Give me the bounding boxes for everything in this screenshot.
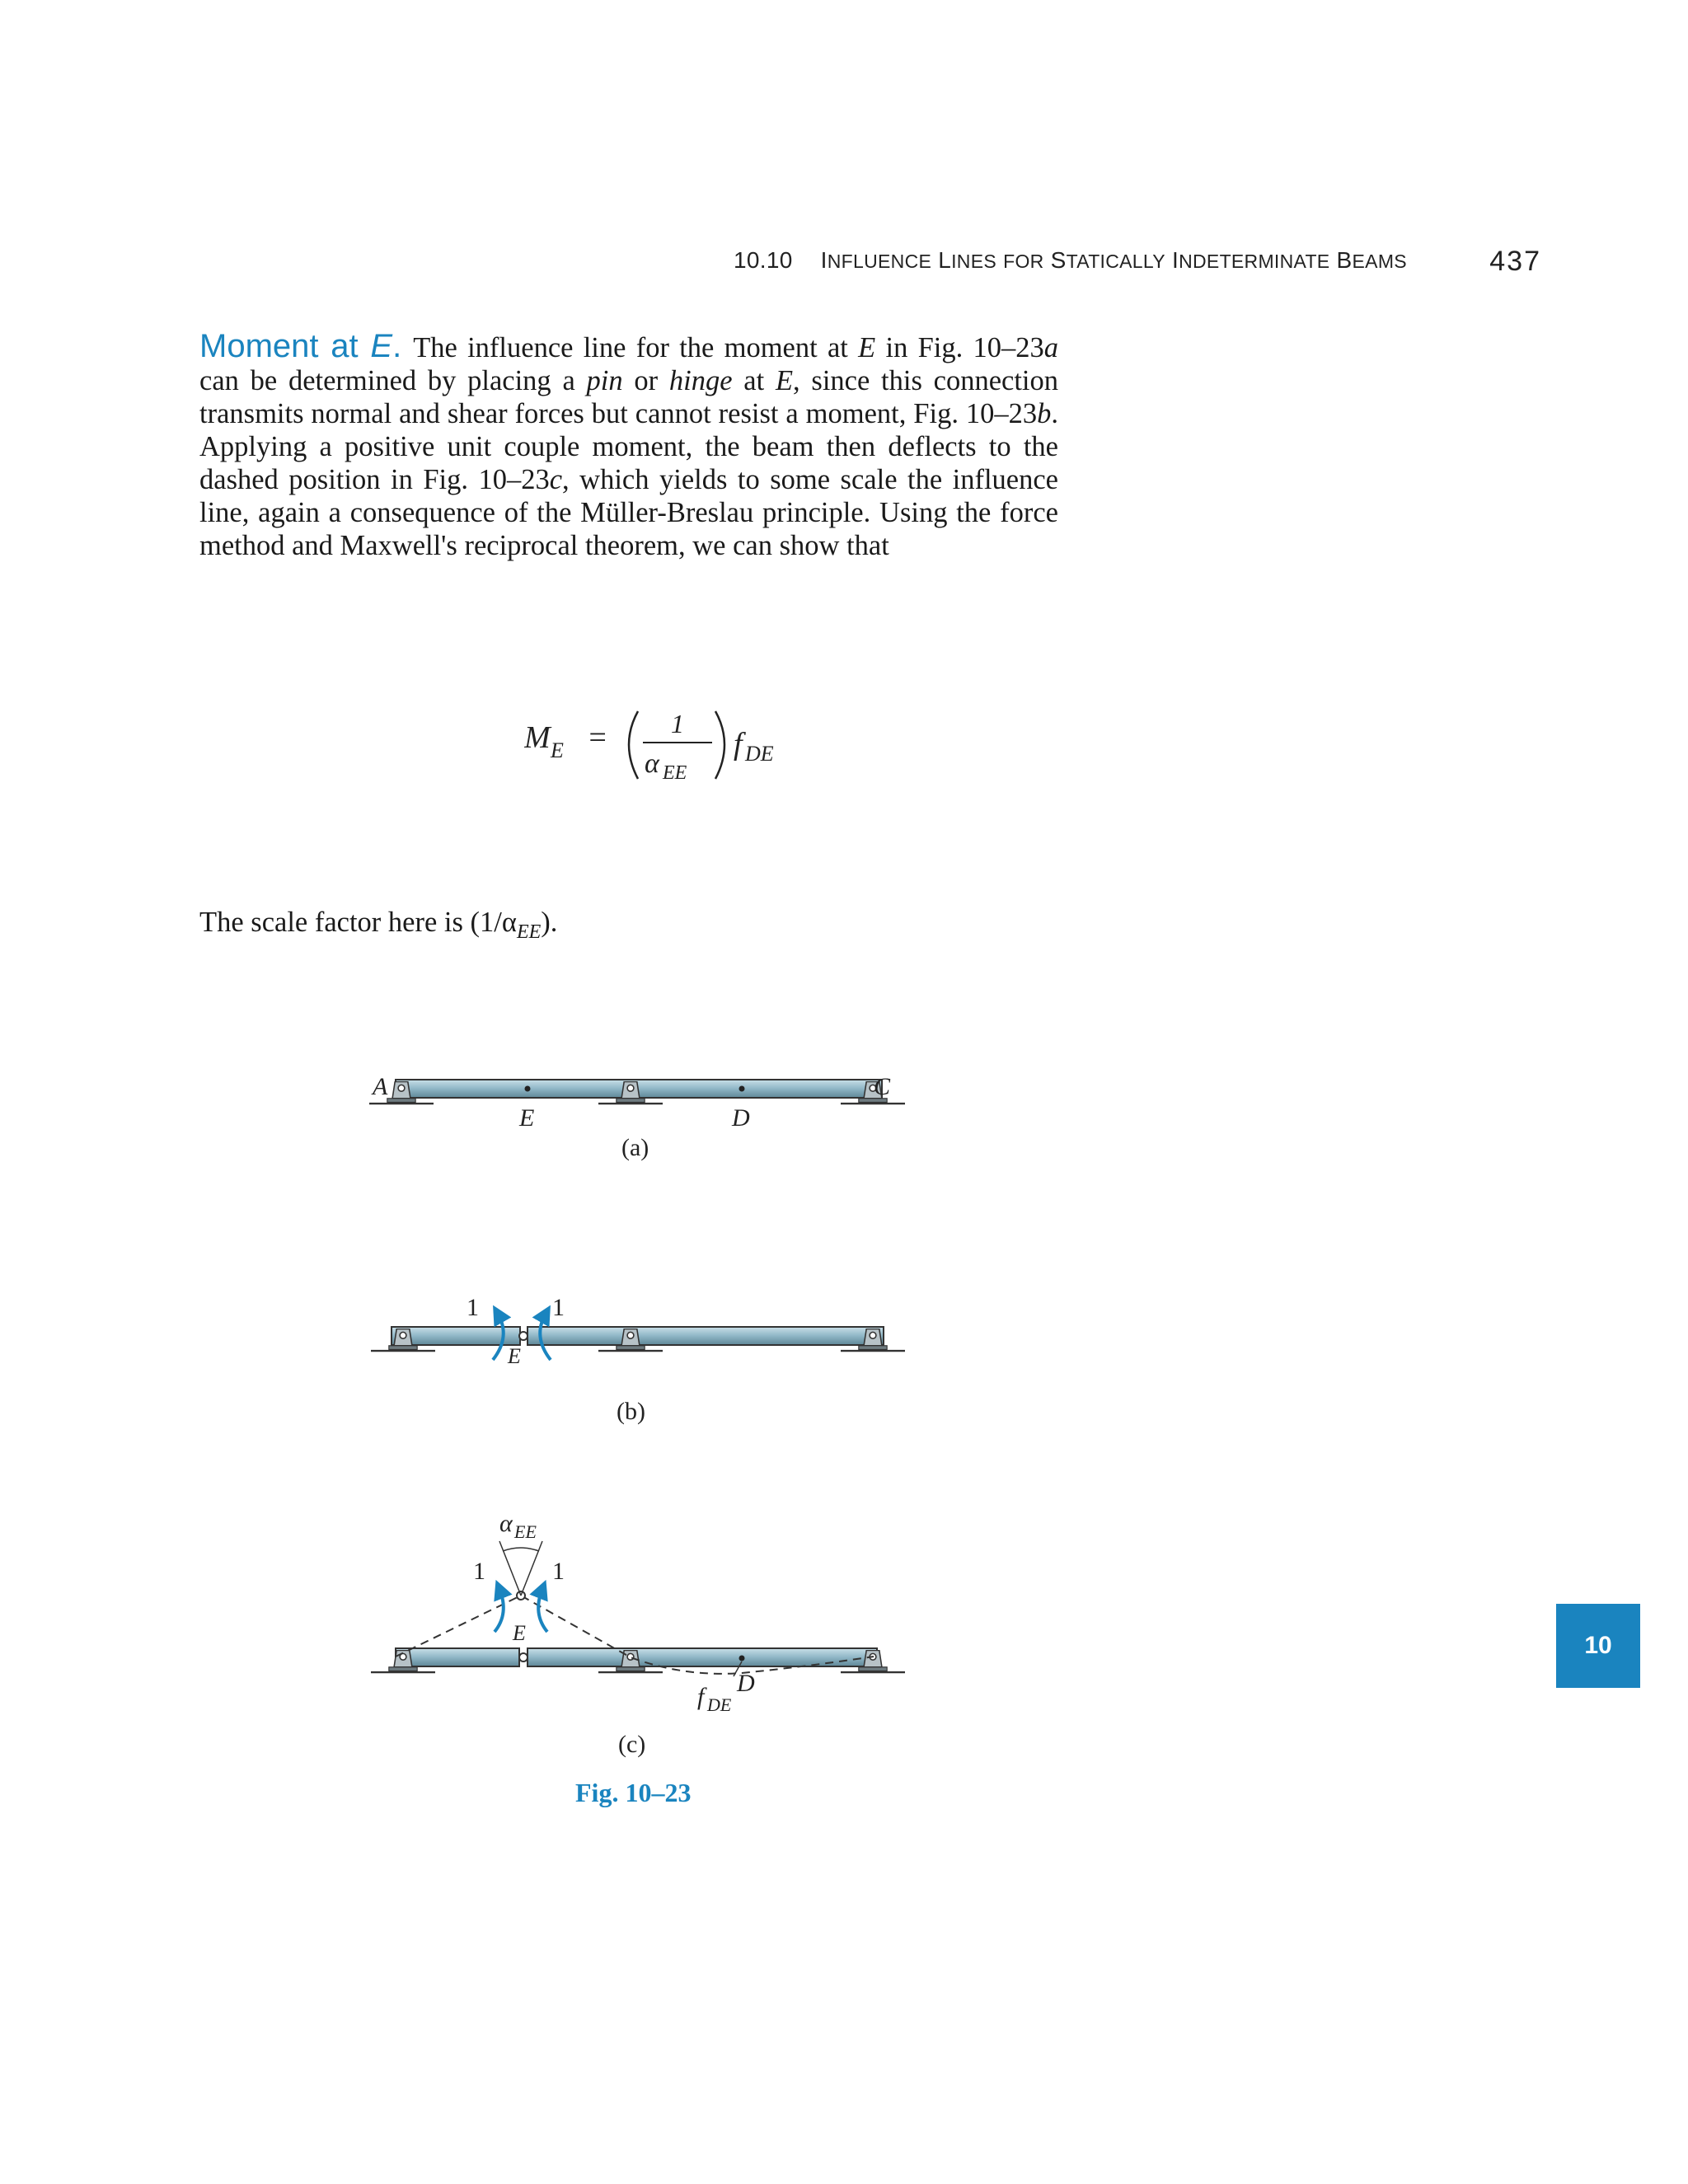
scale-factor-text: The scale factor here is (1/α xyxy=(199,907,517,938)
eq-rhs: f xyxy=(734,727,743,762)
beam-b-right xyxy=(528,1327,884,1345)
label-f: f xyxy=(697,1683,705,1710)
hinge-e xyxy=(519,1332,528,1340)
eq-denominator: α xyxy=(645,748,659,779)
eq-denominator-sub: EE xyxy=(663,762,687,784)
couple-arrow-left-c xyxy=(495,1589,504,1632)
label-d-c: D xyxy=(737,1670,755,1697)
eq-paren-left xyxy=(629,711,638,779)
section-title: INFLUENCE LINES FOR STATICALLY INDETERMINATE BEAMS xyxy=(820,247,1407,273)
label-unit-left-c: 1 xyxy=(473,1558,485,1585)
point-e-marker xyxy=(525,1086,531,1092)
section-heading: Moment at E. xyxy=(199,328,402,364)
hinge-e-c xyxy=(519,1653,528,1661)
caption-a: (a) xyxy=(621,1134,649,1161)
point-d-marker xyxy=(739,1086,745,1092)
label-alpha: α xyxy=(499,1510,513,1537)
section-number: 10.10 xyxy=(734,247,793,273)
figure-c xyxy=(371,1510,905,1807)
label-alpha-sub: EE xyxy=(514,1521,537,1542)
eq-paren-right xyxy=(715,711,724,779)
label-f-sub: DE xyxy=(707,1694,732,1715)
angle-arc xyxy=(503,1548,539,1551)
eq-lhs: M xyxy=(524,720,551,755)
equation-graphic xyxy=(524,696,986,795)
caption-b: (b) xyxy=(617,1398,645,1425)
label-e-b: E xyxy=(508,1344,521,1368)
figure-b xyxy=(371,1294,905,1425)
eq-lhs-sub: E xyxy=(551,738,564,762)
body-paragraph xyxy=(199,330,1058,562)
page-number: 437 xyxy=(1489,246,1541,277)
scale-factor-end: ). xyxy=(541,907,558,938)
beam-c-right xyxy=(528,1648,877,1666)
chapter-tab: 10 xyxy=(1556,1604,1640,1688)
label-unit-left: 1 xyxy=(467,1294,479,1321)
beam-c-left xyxy=(396,1648,519,1666)
scale-factor-sub: EE xyxy=(516,921,542,943)
scale-factor-line xyxy=(199,907,557,944)
label-a: A xyxy=(373,1073,388,1100)
label-unit-right: 1 xyxy=(552,1294,565,1321)
eq-equals: = xyxy=(587,720,608,755)
label-d: D xyxy=(732,1104,750,1132)
figure-a xyxy=(369,1073,905,1161)
figure-10-23 xyxy=(346,1063,907,1875)
beam-figure xyxy=(346,1063,907,1871)
paragraph-text: The influence line for the moment at E in Fig. 10–23a can be determined by placing a pin or hinge at E, since this connection transmits normal and shear forces but cannot resist a moment, Fig. 10–23b. Applying a positive unit couple moment, the beam then deflects to the dashed position in Fig. 10–23c, which yields to some scale the influence line, again a consequence of the Müller-Breslau principle. Using the force method and Maxwell's reciprocal theorem, we can show that xyxy=(199,332,1059,561)
label-e-c: E xyxy=(513,1621,526,1645)
label-e: E xyxy=(519,1104,535,1132)
caption-c: (c) xyxy=(618,1731,646,1758)
influence-equation xyxy=(524,696,986,803)
label-unit-right-c: 1 xyxy=(552,1558,565,1585)
figure-caption: Fig. 10–23 xyxy=(575,1778,692,1807)
running-header xyxy=(734,247,1407,274)
point-d-c xyxy=(739,1656,745,1661)
eq-numerator: 1 xyxy=(671,709,684,738)
label-c: C xyxy=(874,1073,891,1100)
eq-rhs-sub: DE xyxy=(745,742,774,766)
